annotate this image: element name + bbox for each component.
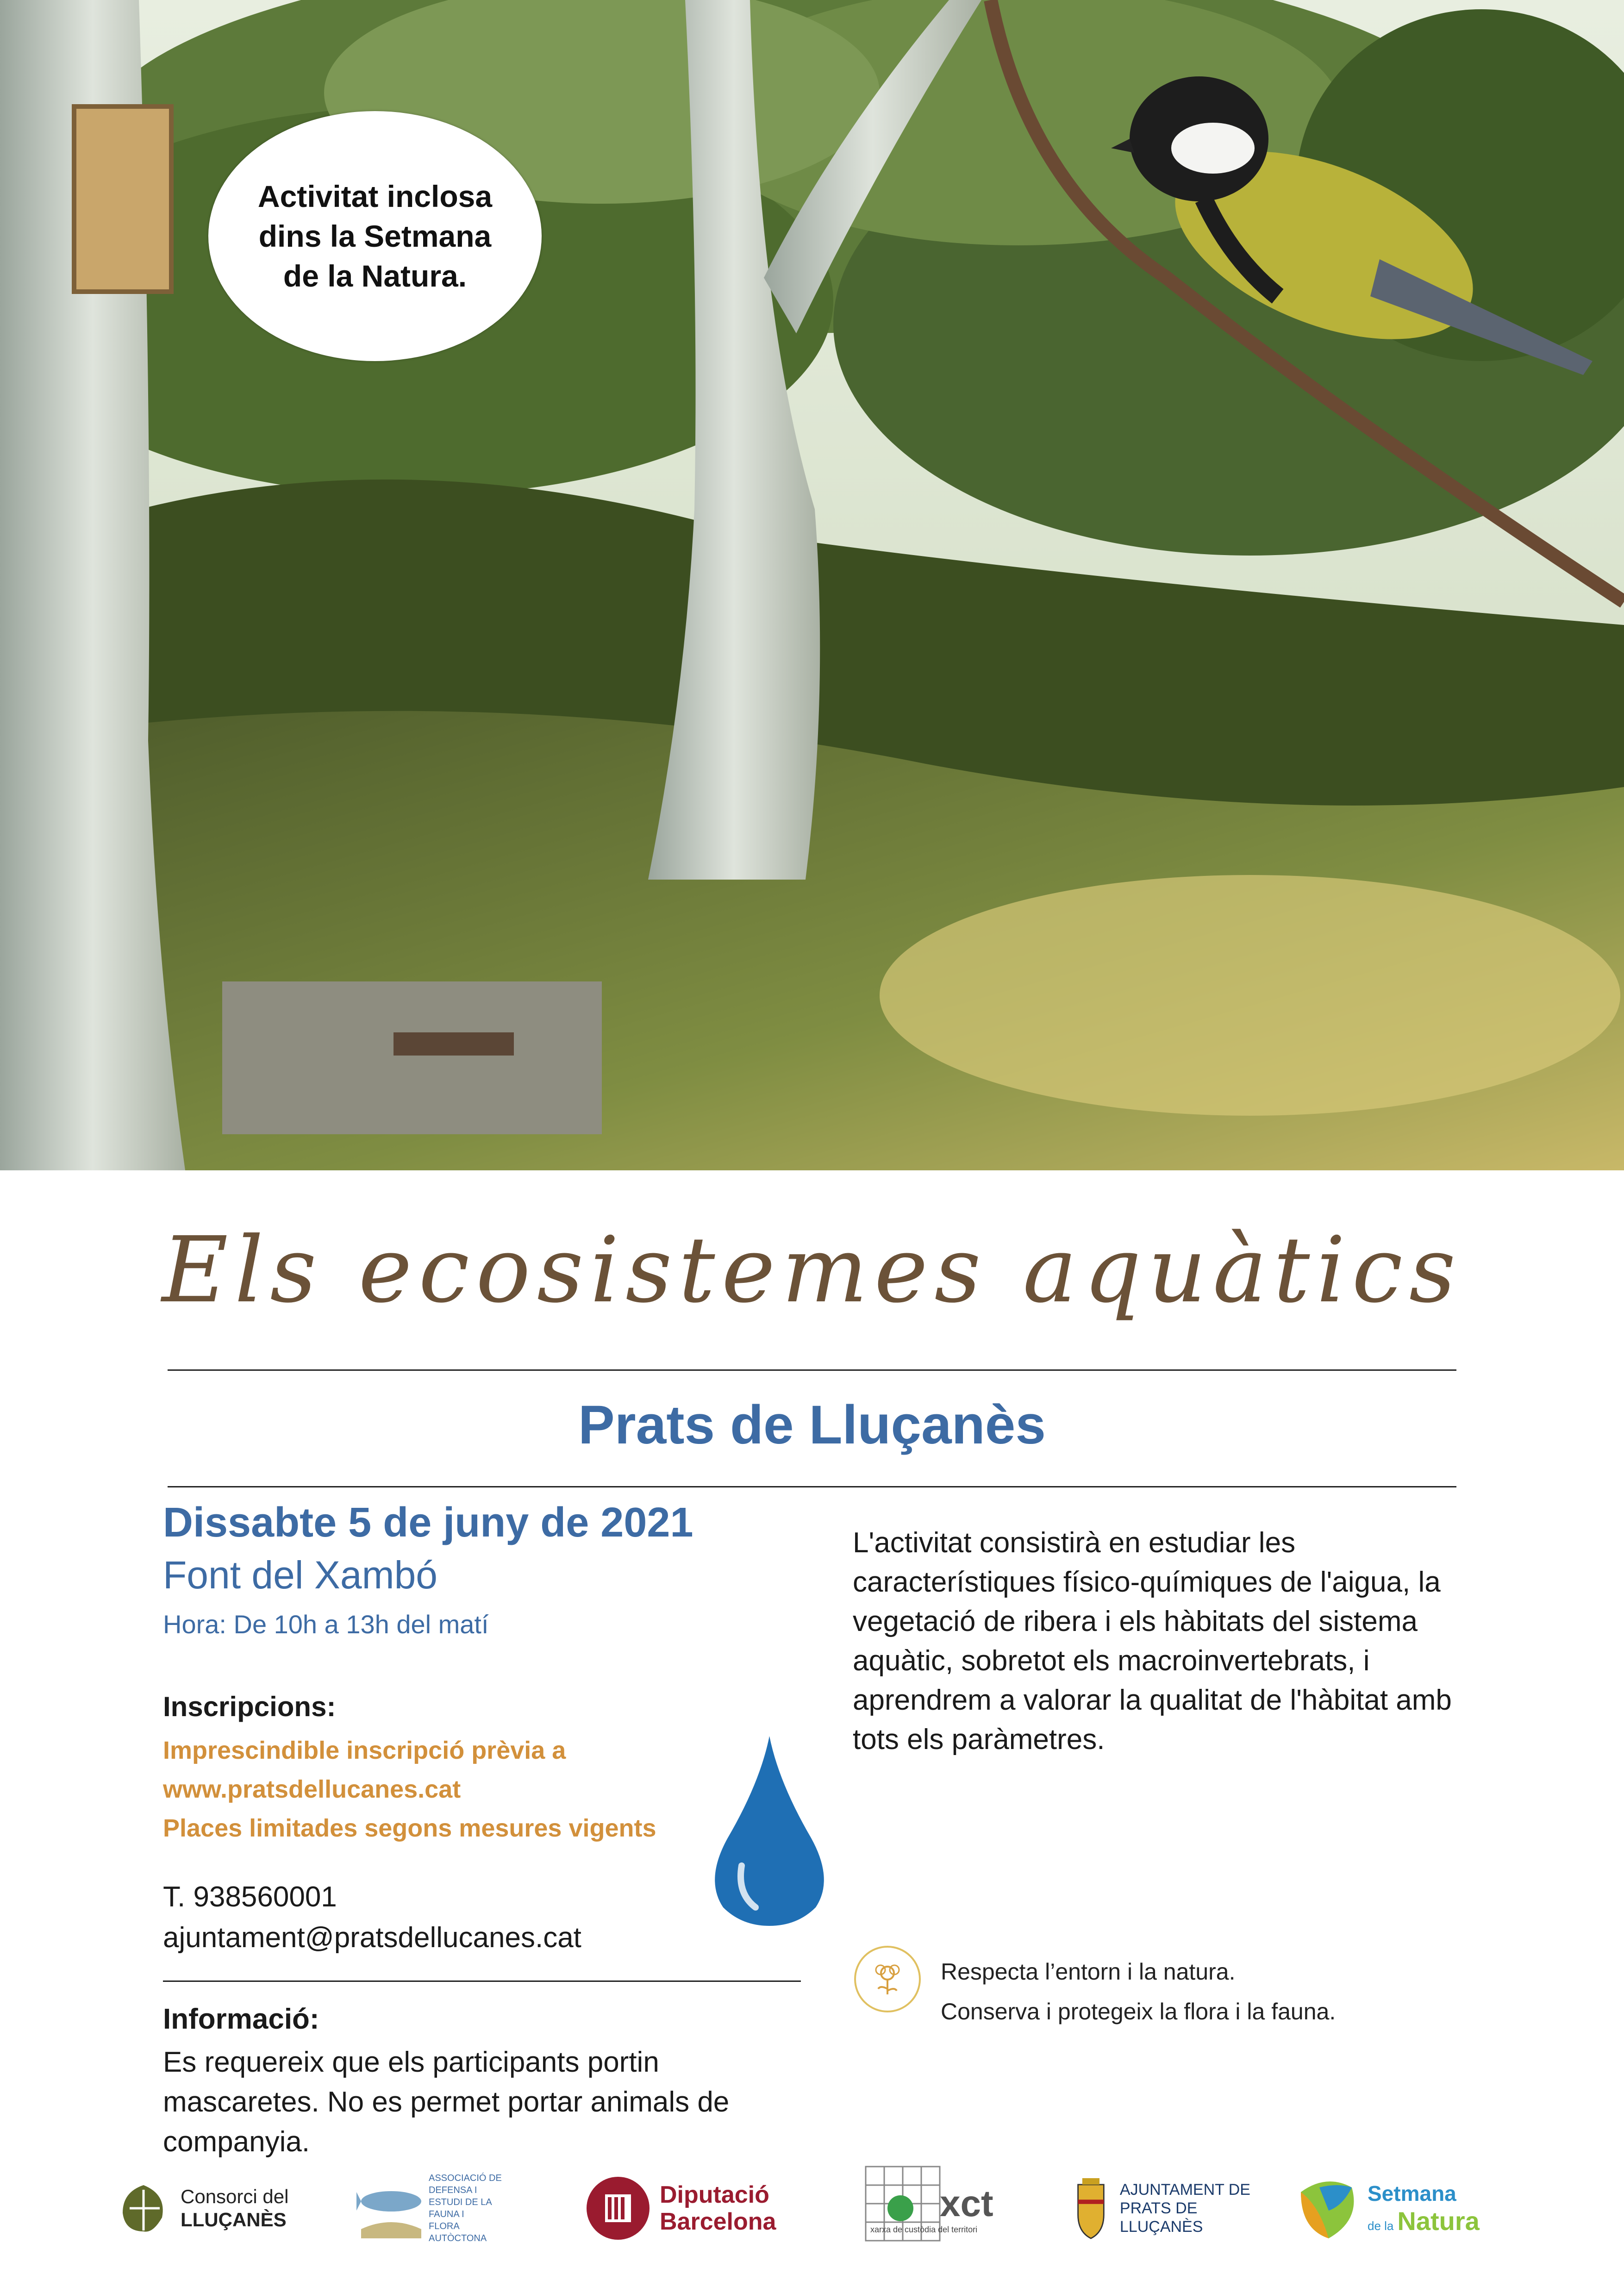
consorci-lluçanes-logo (116, 2157, 310, 2259)
adefa-logo (356, 2157, 532, 2259)
divider-middle (168, 1486, 1456, 1487)
setmana-line-2: de la (1368, 2218, 1394, 2233)
xct-grid-icon (861, 2162, 944, 2255)
divider-top (168, 1369, 1456, 1371)
adefa-line: FLORA (429, 2221, 460, 2231)
natura-leaf-icon (1292, 2174, 1361, 2243)
ajuntament-prats-logo (1069, 2157, 1273, 2259)
coat-of-arms-icon (1069, 2174, 1112, 2243)
leaf-icon (116, 2180, 171, 2236)
contact-phone: T. 938560001 (163, 1881, 337, 1913)
consorci-line-1: Consorci del (181, 2186, 289, 2207)
diputacio-line-1: Diputació (660, 2181, 769, 2208)
info-text: Es requereix que els participants portin mascaretes. No es permet portar animals de companyia. (163, 2046, 730, 2158)
diputacio-emblem-icon (586, 2176, 650, 2241)
xct-logo (861, 2157, 1037, 2259)
ajuntament-line-1: AJUNTAMENT DE (1119, 2181, 1250, 2199)
fish-icon (356, 2174, 426, 2243)
activity-description: L'activitat consistirà en estudiar les característiques físico-químiques de l'aigua, la vegetació de ribera i els hàbitats del sistema aquàtic, sobretot els macroinvertebrats, i aprendrem a valorar la qualitat de l'hàbitat amb tots els paràmetres. (853, 1527, 1452, 1755)
divider-info (163, 1980, 801, 1982)
adefa-line: ESTUDI DE LA (429, 2197, 492, 2207)
adefa-line: DEFENSA I (429, 2185, 477, 2195)
registration-website-link[interactable]: www.pratsdellucanes.cat (163, 1775, 461, 1803)
event-date: Dissabte 5 de juny de 2021 (163, 1499, 693, 1546)
registration-heading: Inscripcions: (163, 1691, 336, 1722)
nature-week-badge (208, 111, 542, 361)
town-subtitle: Prats de Lluçanès (578, 1394, 1046, 1456)
water-drop-icon (700, 1727, 839, 1930)
adefa-line: AUTÒCTONA (429, 2233, 487, 2243)
flower-icon (853, 1944, 922, 2014)
event-hour: Hora: De 10h a 13h del matí (163, 1610, 489, 1639)
page-title: Els ecosistemes aquàtics (162, 1218, 1462, 1323)
setmana-natura-logo (1292, 2157, 1509, 2259)
registration-line: Imprescindible inscripció prèvia a (163, 1737, 566, 1764)
badge-text: Activitat inclosa dins la Setmana de la Natura. (257, 179, 493, 293)
info-heading: Informació: (163, 2003, 319, 2035)
ajuntament-line-2: PRATS DE LLUÇANÈS (1119, 2199, 1203, 2236)
consorci-line-2: LLUÇANÈS (181, 2209, 287, 2230)
diputacio-line-2: Barcelona (660, 2208, 776, 2235)
diputacio-barcelona-logo (586, 2157, 803, 2259)
adefa-line: FAUNA I (429, 2209, 464, 2219)
respect-line-1: Respecta l’entorn i la natura. (941, 1959, 1236, 1985)
contact-email-link[interactable]: ajuntament@pratsdellucanes.cat (163, 1922, 581, 1954)
setmana-line-3: Natura (1397, 2206, 1480, 2236)
event-place: Font del Xambó (163, 1553, 438, 1597)
respect-line-2: Conserva i protegeix la flora i la fauna. (941, 1999, 1336, 2024)
xct-title: xct (940, 2182, 993, 2224)
adefa-line: ASSOCIACIÓ DE (429, 2173, 502, 2183)
registration-line: Places limitades segons mesures vigents (163, 1814, 656, 1842)
xct-subtitle: xarxa de custòdia del territori (870, 2224, 978, 2234)
setmana-line-1: Setmana (1368, 2181, 1456, 2205)
